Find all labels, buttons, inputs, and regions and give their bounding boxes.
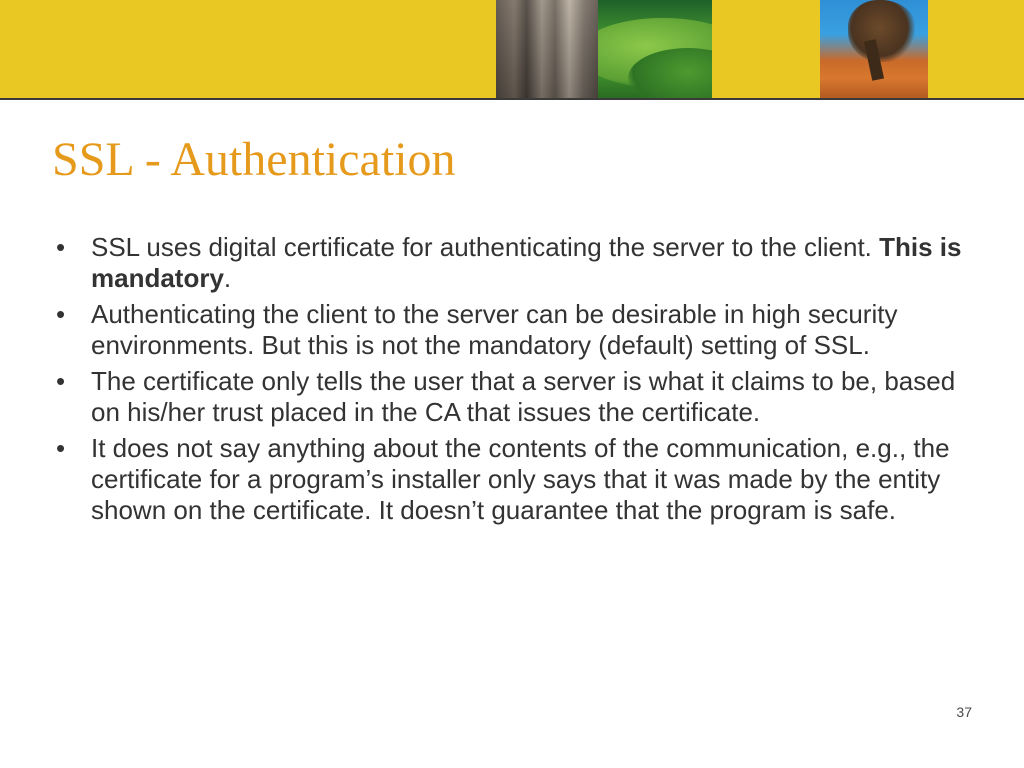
bullet-text: SSL uses digital certificate for authenticating the server to the client.: [91, 232, 880, 262]
bullet-emphasis: This is mandatory: [91, 232, 962, 293]
bullet-text: Authenticating the client to the server can be desirable in high security environments. But this is not the mandatory (default) setting of SSL.: [91, 299, 898, 360]
bullet-marker: •: [56, 433, 66, 463]
bullet-marker: •: [56, 299, 66, 329]
bullet-text-end: .: [223, 263, 232, 293]
bullet-marker: •: [56, 366, 66, 396]
bullet-text: The certificate only tells the user that a server is what it claims to be, based on his/her trust placed in the CA that issues the certificate.: [91, 366, 956, 427]
bullet-item: [56, 232, 966, 294]
banner-divider: [0, 98, 1024, 100]
curtain-photo: [496, 0, 598, 98]
bullet-marker: •: [56, 232, 66, 262]
bullet-item: [56, 433, 966, 526]
bullet-item: [56, 299, 966, 361]
bullet-list: [56, 232, 966, 531]
page-number: 37: [956, 704, 972, 720]
bullet-item: [56, 366, 966, 428]
bullet-text: It does not say anything about the contents of the communication, e.g., the certificate for a program’s installer only says that it was made by the entity shown on the certificate. It doesn’t guarantee that the program is safe.: [91, 433, 950, 525]
green-hills-photo: [598, 0, 712, 98]
slide-title: SSL - Authentication: [52, 133, 456, 186]
tree-sky-photo: [820, 0, 928, 98]
